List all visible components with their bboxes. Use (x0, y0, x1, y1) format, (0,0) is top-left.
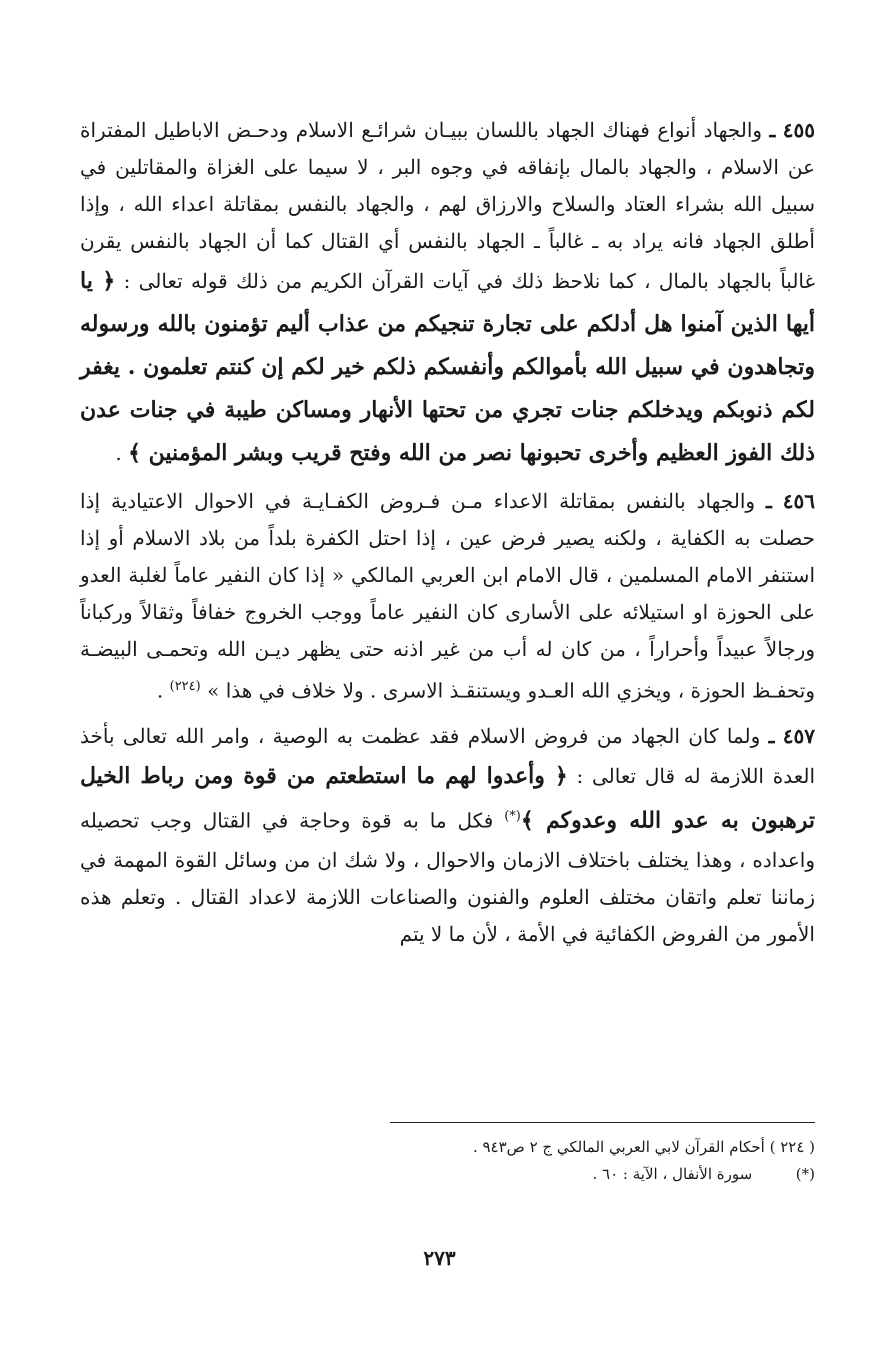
paragraph-text: والجهاد بالنفس بمقاتلة الاعداء مـن فـروض الكفـايـة في الاحوال الاعتيادية إذا حصلت به الكفاية ، ولكنه يصير فرض عين ، إذا احتل الكفرة بلداً من بلاد الاسلام أو إذا استنفر الامام المسلمين ، قال الامام ابن العربي المالكي « إذا كان النفير عاماً لغلبة العدو على الحوزة او استيلائه على الأسارى كان النفير عاماً ووجب الخروج خفافاً وثقالاً وركباناً ورجالاً عبيداً وأحراراً ، من كان له أب من غير اذنه حتى يظهر ديـن الله وتحمـى البيضـة وتحفـظ الحوزة ، ويخزي الله العـدو ويستنقـذ الاسرى . ولا خلاف في هذا » (80, 489, 815, 703)
paragraph-456 (80, 483, 815, 710)
quran-verse: ﴿ وأعدوا لهم ما استطعتم من قوة ومن رباط الخيل ترهبون به عدو الله وعدوكم ﴾ (80, 762, 815, 834)
footnote-224 (80, 1134, 815, 1161)
paragraph-text: والجهاد أنواع فهناك الجهاد باللسان ببيـان شرائـع الاسلام ودحـض الاباطيل المفتراة عن الاسلام ، والجهاد بالمال بإنفاقه في وجوه البر ، لا سيما على الغزاة والمقاتلين في سبيل الله بشراء العتاد والسلاح والارزاق لهم ، والجهاد بالنفس بمقاتلة اعداء الله ، وإذا أطلق الجهاد فانه يراد به ـ غالباً ـ الجهاد بالنفس أي القتال كما أن الجهاد بالنفس يقرن غالباً بالجهاد بالمال ، كما نلاحظ ذلك في آيات القرآن الكريم من ذلك قوله تعالى : (80, 118, 815, 293)
paragraph-number: ٤٥٧ (782, 723, 816, 748)
footnotes (80, 1134, 815, 1188)
paragraph-tail: فكل ما به قوة وحاجة في القتال وجب تحصيله واعداده ، وهذا يختلف باختلاف الازمان والاحوال ، ولا شك ان من وسائل القوة المهمة في زماننا تعلم واتقان مختلف العلوم والفنون والصناعات اللازمة لاعداد القتال . وتعلم هذه الأمور من الفروض الكفائية في الأمة ، لأن ما لا يتم (80, 808, 815, 947)
paragraph-text: ولما كان الجهاد من فروض الاسلام فقد عظمت به الوصية ، وامر الله تعالى بأخذ العدة اللازمة له قال تعالى : (80, 723, 816, 788)
paragraph-457 (80, 718, 815, 954)
footnote-divider (390, 1122, 815, 1123)
quran-verse: ﴿ يا أيها الذين آمنوا هل أدلكم على تجارة تنجيكم من عذاب أليم تؤمنون بالله ورسوله وتجاهدون في سبيل الله بأموالكم وأنفسكم ذلكم خير لكم إن كنتم تعلمون . يغفر لكم ذنوبكم ويدخلكم جنات تجري من تحتها الأنهار ومساكن طيبة في جنات عدن ذلك الفوز العظيم وأخرى تحبونها نصر من الله وفتح قريب وبشر المؤمنين ﴾ (80, 268, 815, 466)
paragraph-number: ٤٥٦ (782, 489, 816, 513)
footnote-text: سورة الأنفال ، الآية : ٦٠ . (592, 1165, 753, 1183)
footnote-star (80, 1161, 815, 1188)
paragraph-tail: . (156, 678, 170, 703)
footnote-text: أحكام القرآن لابي العربي المالكي ج ٢ ص٩٤٣ . (472, 1138, 765, 1156)
footnote-reference: (*) (504, 808, 521, 824)
paragraph-number: ٤٥٥ (782, 118, 816, 142)
page-number: ٢٧٣ (423, 1246, 456, 1270)
footnote-reference: (٢٢٤) (169, 679, 201, 694)
paragraph-tail: . (115, 441, 129, 465)
footnote-ref: ( ٢٢٤ ) (769, 1138, 815, 1156)
paragraph-dash: ـ (768, 723, 775, 748)
footnote-ref: (*) (795, 1165, 815, 1183)
paragraph-455 (80, 112, 815, 475)
paragraph-dash: ـ (765, 489, 772, 513)
paragraph-dash: ـ (769, 118, 776, 142)
main-text (80, 112, 815, 961)
